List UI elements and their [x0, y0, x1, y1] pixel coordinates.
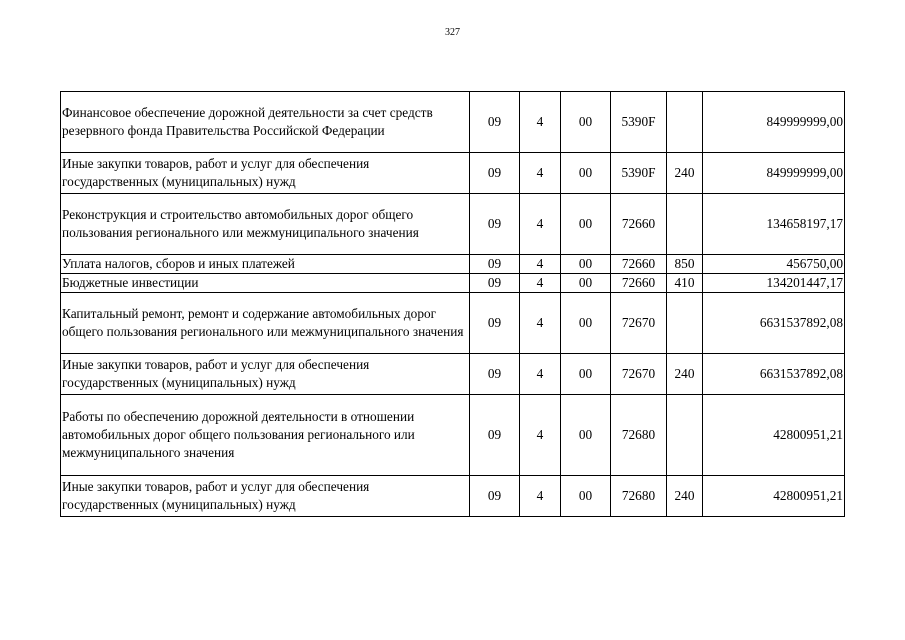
target-code-part2-cell: 72680 [611, 395, 667, 476]
row-name-cell: Иные закупки товаров, работ и услуг для обеспечения государственных (муниципальных) нужд [61, 476, 470, 517]
section-code-cell: 09 [470, 395, 520, 476]
table-row [61, 395, 845, 476]
target-code-part1-cell: 00 [561, 194, 611, 255]
section-code-cell: 09 [470, 476, 520, 517]
row-name-cell: Работы по обеспечению дорожной деятельности в отношении автомобильных дорог общего пользования регионального или межмуниципального значения [61, 395, 470, 476]
section-code-cell: 09 [470, 92, 520, 153]
page-number: 327 [445, 27, 460, 38]
amount-cell: 134658197,17 [703, 194, 845, 255]
row-name-cell: Реконструкция и строительство автомобильных дорог общего пользования регионального или межмуниципального значения [61, 194, 470, 255]
amount-cell: 42800951,21 [703, 476, 845, 517]
section-code-cell: 09 [470, 274, 520, 293]
table-row [61, 293, 845, 354]
subsection-code-cell: 4 [520, 274, 561, 293]
target-code-part2-cell: 5390F [611, 92, 667, 153]
expense-type-cell [667, 194, 703, 255]
expense-type-cell: 850 [667, 255, 703, 274]
section-code-cell: 09 [470, 293, 520, 354]
target-code-part1-cell: 00 [561, 92, 611, 153]
target-code-part1-cell: 00 [561, 476, 611, 517]
target-code-part1-cell: 00 [561, 293, 611, 354]
amount-cell: 849999999,00 [703, 92, 845, 153]
target-code-part2-cell: 72670 [611, 354, 667, 395]
table-row [61, 476, 845, 517]
target-code-part1-cell: 00 [561, 274, 611, 293]
row-name-cell: Бюджетные инвестиции [61, 274, 470, 293]
expense-type-cell: 240 [667, 476, 703, 517]
expense-type-cell: 240 [667, 354, 703, 395]
expense-type-cell [667, 92, 703, 153]
amount-cell: 134201447,17 [703, 274, 845, 293]
section-code-cell: 09 [470, 194, 520, 255]
table-row [61, 92, 845, 153]
table-row [61, 153, 845, 194]
amount-cell: 456750,00 [703, 255, 845, 274]
expense-type-cell: 410 [667, 274, 703, 293]
expense-type-cell: 240 [667, 153, 703, 194]
row-name-cell: Капитальный ремонт, ремонт и содержание автомобильных дорог общего пользования регионального или межмуниципального значения [61, 293, 470, 354]
target-code-part1-cell: 00 [561, 395, 611, 476]
amount-cell: 42800951,21 [703, 395, 845, 476]
subsection-code-cell: 4 [520, 293, 561, 354]
target-code-part2-cell: 72670 [611, 293, 667, 354]
budget-table [60, 91, 845, 517]
section-code-cell: 09 [470, 255, 520, 274]
amount-cell: 849999999,00 [703, 153, 845, 194]
row-name-cell: Иные закупки товаров, работ и услуг для обеспечения государственных (муниципальных) нужд [61, 153, 470, 194]
target-code-part2-cell: 72680 [611, 476, 667, 517]
target-code-part1-cell: 00 [561, 354, 611, 395]
table-row [61, 194, 845, 255]
row-name-cell: Иные закупки товаров, работ и услуг для обеспечения государственных (муниципальных) нужд [61, 354, 470, 395]
expense-type-cell [667, 395, 703, 476]
subsection-code-cell: 4 [520, 476, 561, 517]
section-code-cell: 09 [470, 153, 520, 194]
target-code-part2-cell: 72660 [611, 194, 667, 255]
row-name-cell: Уплата налогов, сборов и иных платежей [61, 255, 470, 274]
table-row [61, 354, 845, 395]
table-row [61, 274, 845, 293]
subsection-code-cell: 4 [520, 92, 561, 153]
row-name-cell: Финансовое обеспечение дорожной деятельности за счет средств резервного фонда Правительства Российской Федерации [61, 92, 470, 153]
section-code-cell: 09 [470, 354, 520, 395]
table-row [61, 255, 845, 274]
target-code-part2-cell: 72660 [611, 274, 667, 293]
expense-type-cell [667, 293, 703, 354]
amount-cell: 6631537892,08 [703, 354, 845, 395]
subsection-code-cell: 4 [520, 395, 561, 476]
subsection-code-cell: 4 [520, 194, 561, 255]
amount-cell: 6631537892,08 [703, 293, 845, 354]
target-code-part1-cell: 00 [561, 255, 611, 274]
target-code-part2-cell: 5390F [611, 153, 667, 194]
subsection-code-cell: 4 [520, 354, 561, 395]
subsection-code-cell: 4 [520, 153, 561, 194]
subsection-code-cell: 4 [520, 255, 561, 274]
target-code-part2-cell: 72660 [611, 255, 667, 274]
target-code-part1-cell: 00 [561, 153, 611, 194]
